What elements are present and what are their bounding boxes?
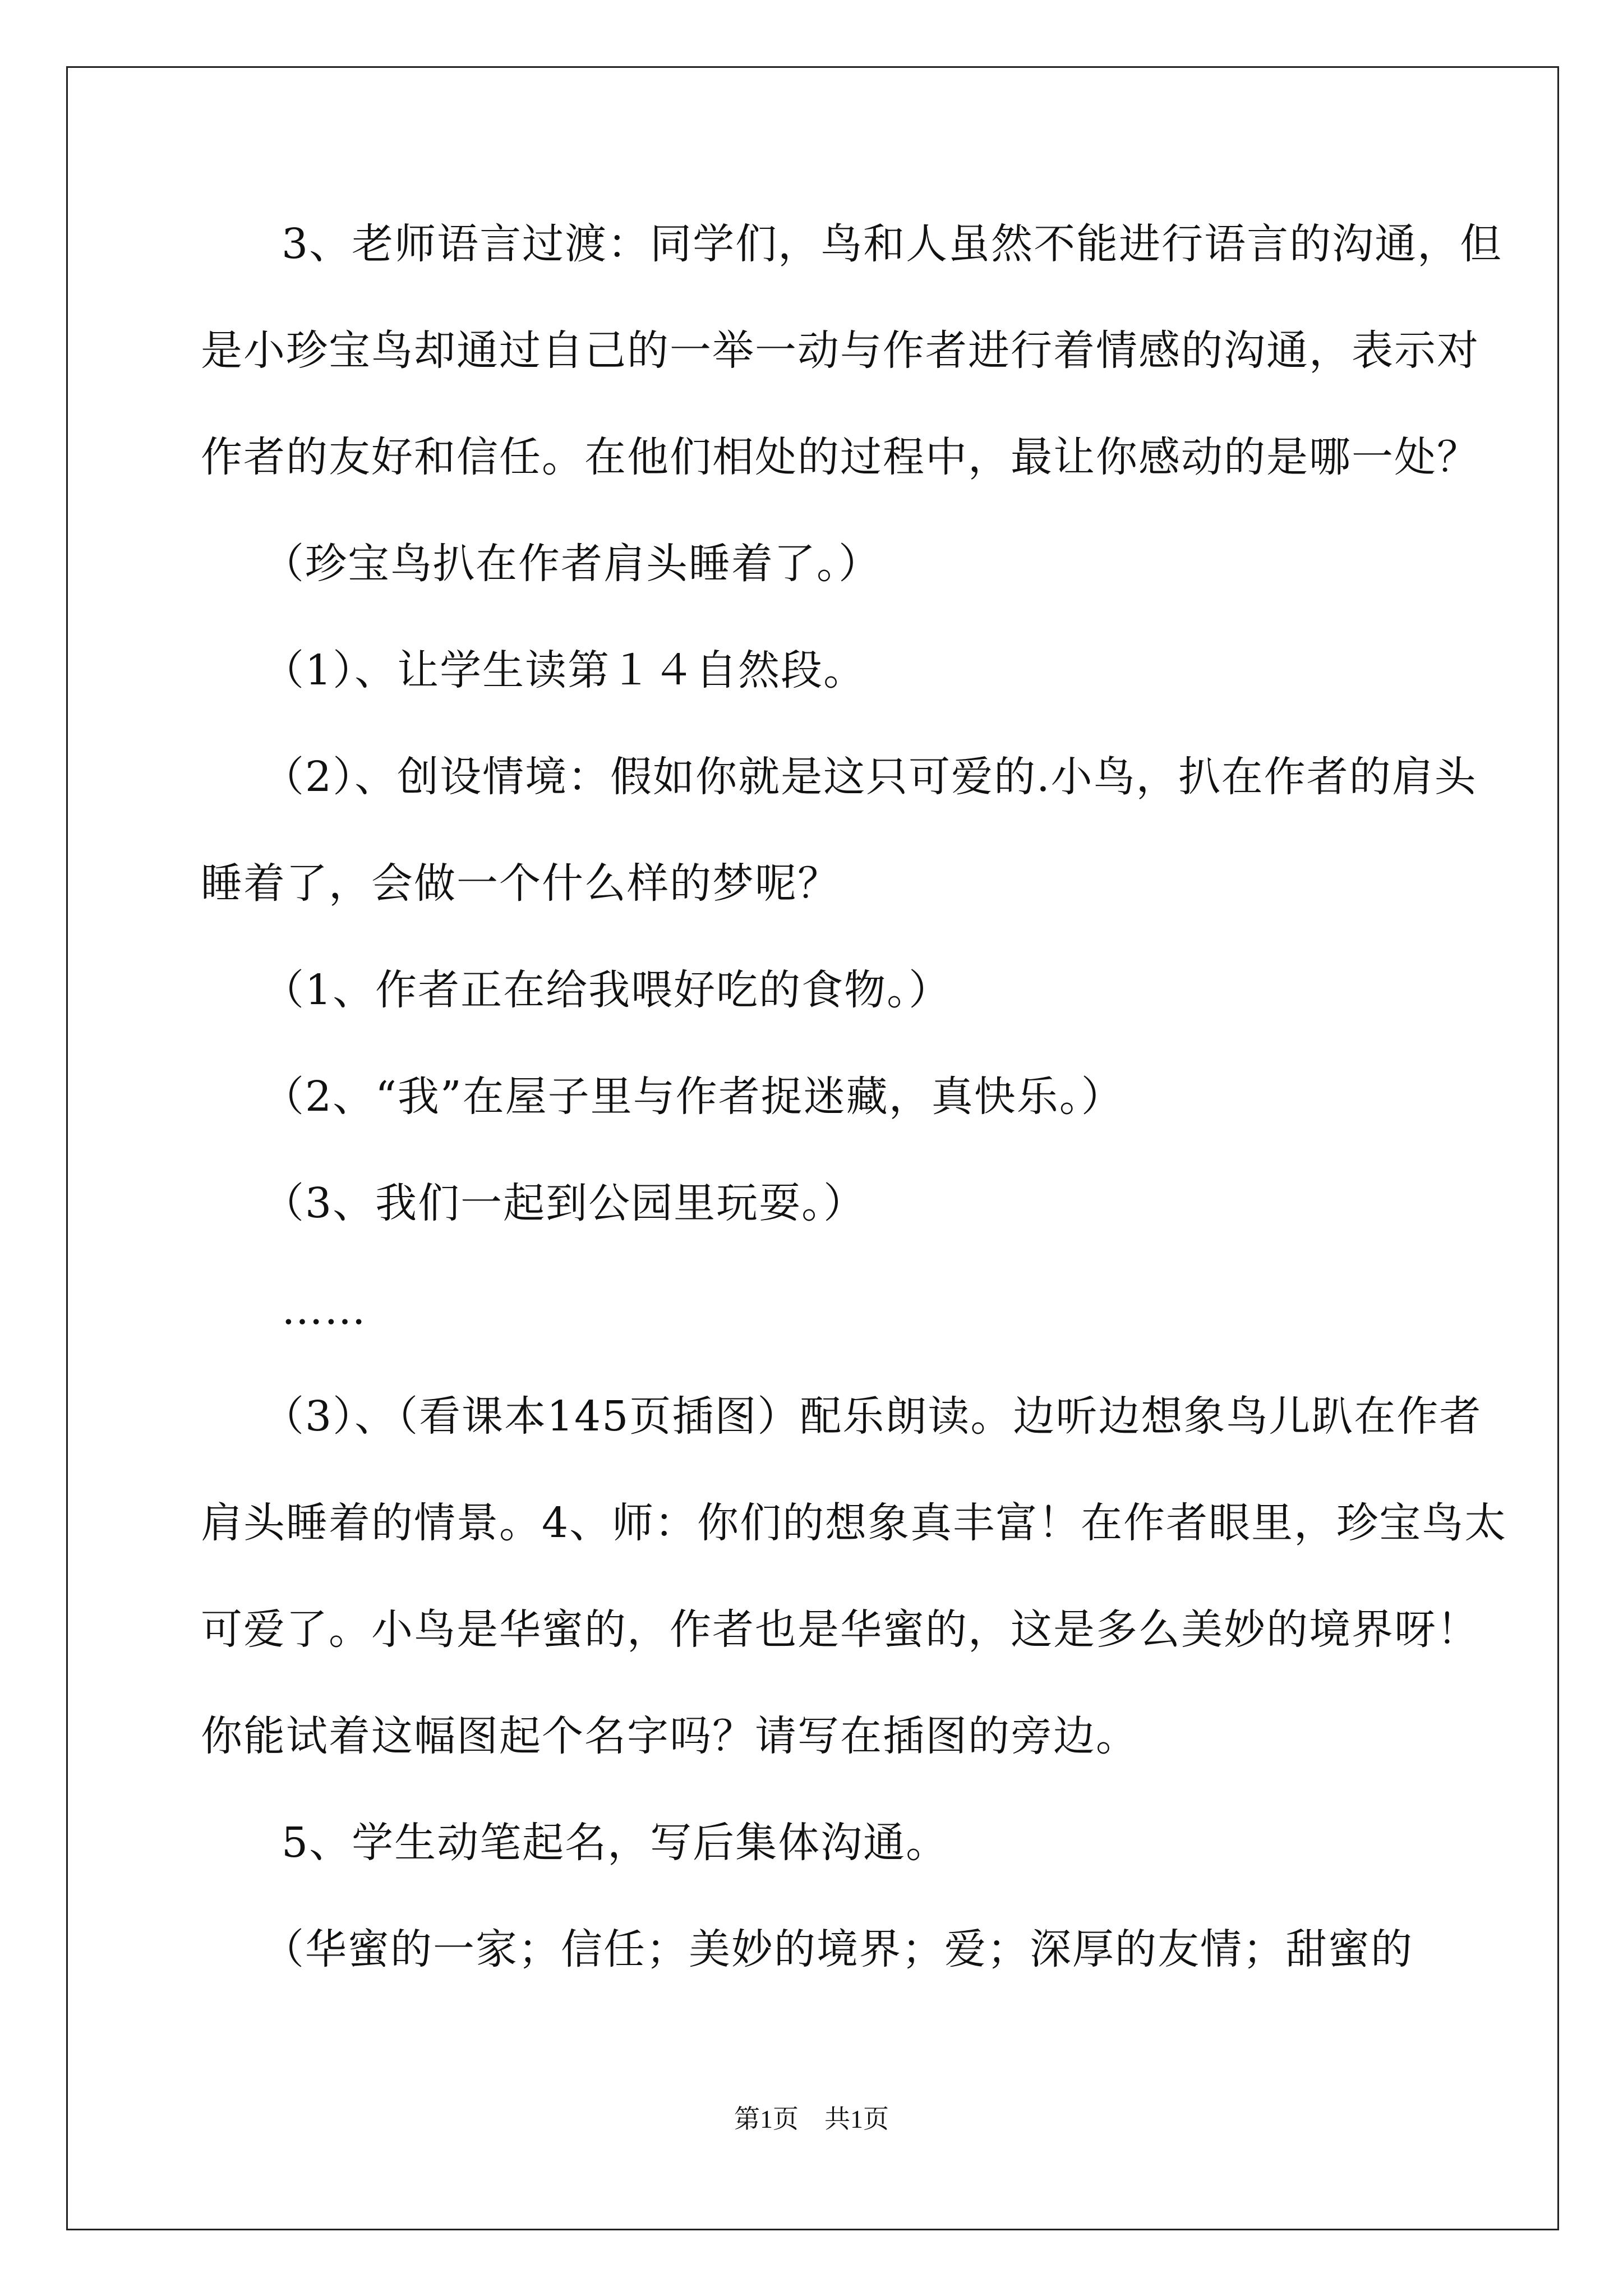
paragraph-line: （3）、（看课本145页插图）配乐朗读。边听边想象鸟儿趴在作者 bbox=[262, 1392, 1482, 1441]
paragraph-line: 你能试着这幅图起个名字吗？请写在插图的旁边。 bbox=[201, 1712, 1138, 1760]
paragraph-line: （2）、创设情境：假如你就是这只可爱的.小鸟，扒在作者的肩头 bbox=[262, 753, 1477, 801]
paragraph-line: （1）、让学生读第１４自然段。 bbox=[262, 646, 866, 694]
paragraph-line: （2、“我”在屋子里与作者捉迷藏，真快乐。） bbox=[262, 1073, 1124, 1121]
paragraph-line: （华蜜的一家；信任；美妙的境界；爱；深厚的友情；甜蜜的 bbox=[262, 1925, 1413, 1973]
paragraph-line: （1、作者正在给我喂好吃的食物。） bbox=[262, 966, 952, 1014]
paragraph-line: 作者的友好和信任。在他们相处的过程中，最让你感动的是哪一处？ bbox=[201, 433, 1479, 481]
paragraph-line: （珍宝鸟扒在作者肩头睡着了。） bbox=[262, 540, 881, 588]
paragraph-line: 肩头睡着的情景。4、师：你们的想象真丰富！在作者眼里，珍宝鸟太 bbox=[201, 1499, 1507, 1547]
page-border bbox=[66, 66, 1559, 2230]
paragraph-line: 睡着了，会做一个什么样的梦呢？ bbox=[201, 859, 840, 908]
paragraph-line: （3、我们一起到公园里玩耍。） bbox=[262, 1179, 866, 1227]
paragraph-line: 5、学生动笔起名，写后集体沟通。 bbox=[282, 1819, 949, 1867]
paragraph-line: 3、老师语言过渡：同学们，鸟和人虽然不能进行语言的沟通，但 bbox=[282, 220, 1503, 268]
paragraph-line: 可爱了。小鸟是华蜜的，作者也是华蜜的，这是多么美妙的境界呀！ bbox=[201, 1605, 1479, 1654]
page-footer: 第1页 共1页 bbox=[734, 2105, 889, 2133]
paragraph-line: 是小珍宝鸟却通过自己的一举一动与作者进行着情感的沟通，表示对 bbox=[201, 326, 1479, 375]
paragraph-line: …… bbox=[282, 1286, 367, 1334]
